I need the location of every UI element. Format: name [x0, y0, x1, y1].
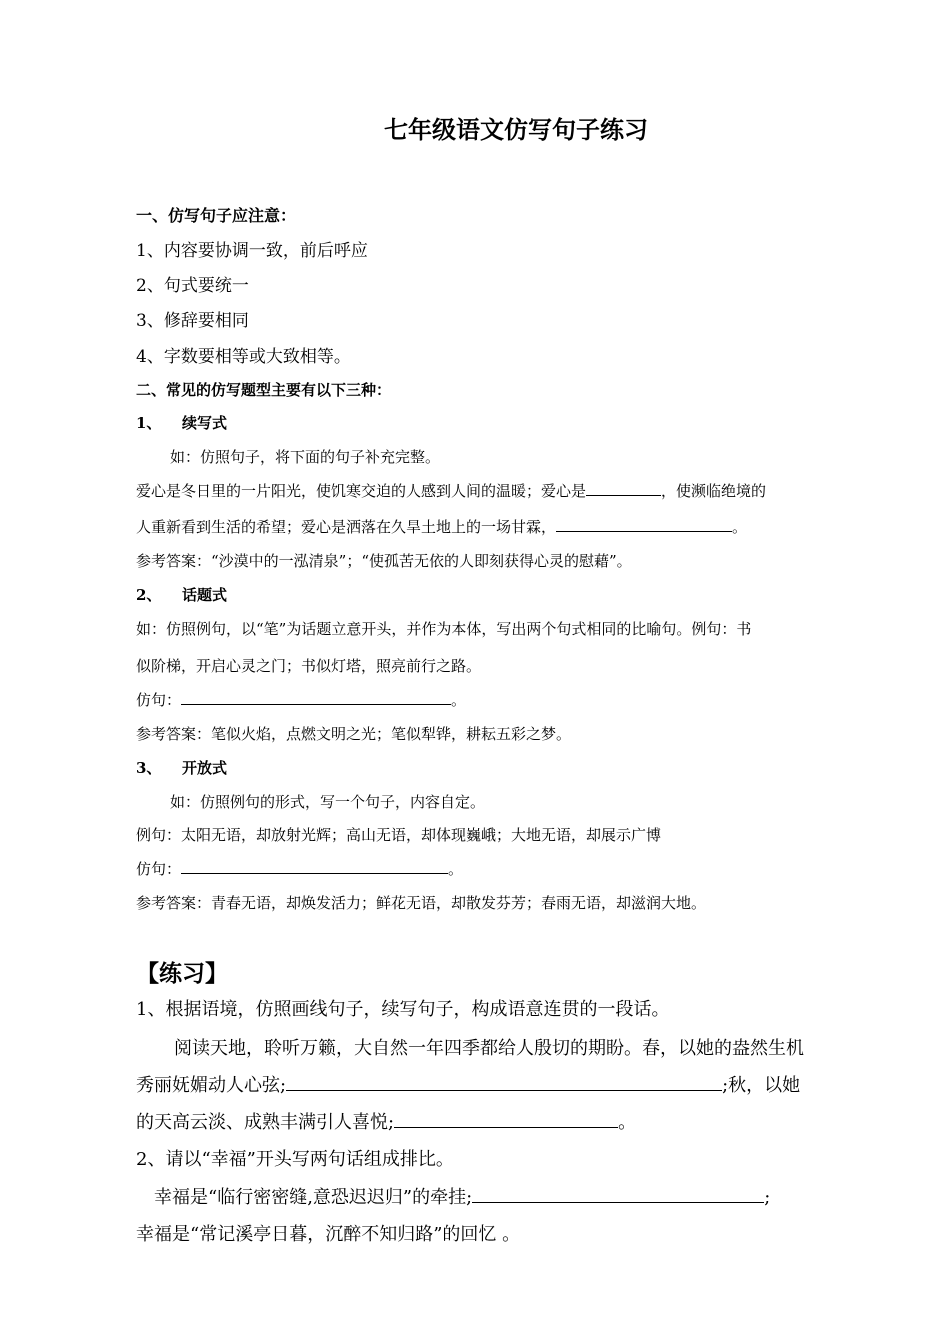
section1-item-4: 4、字数要相等或大致相等。	[136, 347, 351, 367]
type2-answer: 参考答案：笔似火焰，点燃文明之光；笔似犁铧，耕耘五彩之梦。	[136, 725, 572, 743]
type3-imitate-label: 仿句：	[136, 860, 182, 878]
practice-q2-line1	[154, 1183, 770, 1209]
type1-number: 1、	[136, 414, 162, 432]
practice-q1-blank-1[interactable]	[286, 1089, 722, 1091]
type1-line2	[136, 516, 747, 537]
practice-q2-line1-text-a: 幸福是“临行密密缝,意恐迟迟归”的牵挂;	[154, 1187, 473, 1208]
type2-number: 2、	[136, 586, 162, 604]
type1-heading	[136, 412, 227, 433]
section1-heading: 一、仿写句子应注意：	[136, 206, 297, 225]
type3-example: 例句：太阳无语，却放射光辉；高山无语，却体现巍峨；大地无语，却展示广博	[136, 826, 662, 844]
type1-blank-1[interactable]	[586, 494, 661, 496]
practice-q2-blank[interactable]	[472, 1201, 764, 1203]
practice-q1-line2	[136, 1071, 800, 1097]
type1-line2-text-a: 人重新看到生活的希望；爱心是洒落在久旱土地上的一场甘霖，	[136, 518, 557, 536]
type3-number: 3、	[136, 759, 162, 777]
type1-line1-text-b: ，使濒临绝境的	[661, 482, 767, 500]
practice-q1-blank-2[interactable]	[394, 1126, 618, 1128]
type3-prompt: 如：仿照例句的形式，写一个句子，内容自定。	[170, 793, 486, 811]
type2-line1: 如：仿照例句，以“笔”为话题立意开头，并作为本体，写出两个句式相同的比喻句。例句：书	[136, 620, 752, 638]
practice-q1-line2-text-b: ;秋，以她	[722, 1075, 801, 1096]
type3-name: 开放式	[182, 759, 228, 777]
type2-name: 话题式	[182, 586, 228, 604]
section2-heading: 二、常见的仿写题型主要有以下三种：	[136, 381, 392, 399]
type2-imitate-blank[interactable]	[181, 703, 451, 705]
practice-q1-line1: 阅读天地，聆听万籁，大自然一年四季都给人殷切的期盼。春，以她的盎然生机	[174, 1038, 804, 1059]
type2-imitate-label: 仿句：	[136, 691, 182, 709]
type3-imitate-blank[interactable]	[181, 872, 448, 874]
type2-line2: 似阶梯，开启心灵之门；书似灯塔，照亮前行之路。	[136, 657, 482, 675]
practice-q1-line3	[136, 1108, 636, 1134]
practice-q1-line3-text-a: 的天高云淡、成熟丰满引人喜悦;	[136, 1112, 395, 1133]
section1-item-1: 1、内容要协调一致，前后呼应	[136, 241, 368, 261]
type1-line1	[136, 480, 766, 501]
page-title: 七年级语文仿写句子练习	[384, 115, 648, 144]
practice-q1-text: 1、根据语境，仿照画线句子，续写句子，构成语意连贯的一段话。	[136, 999, 670, 1020]
type1-blank-2[interactable]	[556, 530, 732, 532]
type1-line2-text-b: 。	[732, 518, 748, 536]
type3-imitate-end: 。	[448, 860, 464, 878]
type1-name: 续写式	[182, 414, 228, 432]
practice-q2-line2: 幸福是“常记溪亭日暮，沉醉不知归路”的回忆 。	[136, 1224, 521, 1245]
practice-q1-line2-text-a: 秀丽妩媚动人心弦;	[136, 1075, 287, 1096]
type2-imitate	[136, 689, 466, 710]
practice-q1-line3-text-b: 。	[618, 1112, 637, 1133]
practice-q2-text: 2、请以“幸福”开头写两句话组成排比。	[136, 1149, 454, 1170]
practice-q2-line1-text-b: ;	[764, 1187, 771, 1208]
type3-heading	[136, 757, 227, 778]
practice-heading: 【练习】	[136, 960, 228, 987]
section1-item-2: 2、句式要统一	[136, 276, 249, 296]
section1-item-3: 3、修辞要相同	[136, 311, 249, 331]
type2-heading	[136, 584, 227, 605]
type1-answer: 参考答案：“沙漠中的一泓清泉”；“使孤苦无依的人即刻获得心灵的慰藉”。	[136, 552, 632, 570]
type1-line1-text-a: 爱心是冬日里的一片阳光，使饥寒交迫的人感到人间的温暖；爱心是	[136, 482, 587, 500]
type3-imitate	[136, 858, 463, 879]
type1-prompt: 如：仿照句子，将下面的句子补充完整。	[170, 448, 441, 466]
type2-imitate-end: 。	[451, 691, 467, 709]
type3-answer: 参考答案：青春无语，却焕发活力；鲜花无语，却散发芬芳；春雨无语，却滋润大地。	[136, 894, 707, 912]
